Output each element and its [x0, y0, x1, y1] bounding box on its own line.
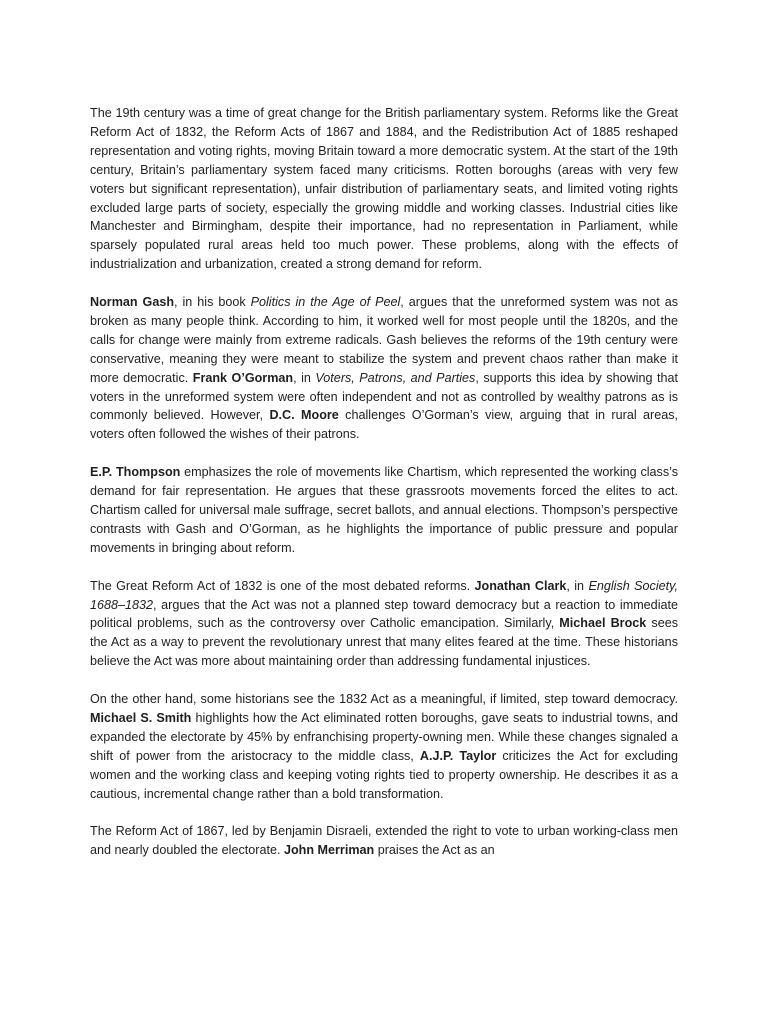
text-run: criticizes the Act for excluding women and the working class and keeping voting rights tied to property ownership. He describes it as a cautious, incremental change rather than a bold transformation.	[90, 748, 678, 801]
text-run: , supports this idea by showing that voters in the unreformed system were often independent and not as controlled by wealthy patrons as is commonly believed. However,	[90, 370, 678, 423]
text-run: The Reform Act of 1867, led by Benjamin Disraeli, extended the right to vote to urban working-class men and nearly doubled the electorate.	[90, 824, 678, 858]
text-run: challenges O’Gorman’s view, arguing that in rural areas, voters often followed the wishes of their patrons.	[90, 408, 679, 442]
paragraph-1832-step	[90, 690, 678, 803]
text-run: The 19th century was a time of great change for the British parliamentary system. Reforms like the Great Reform Act of 1832, the Reform Acts of 1867 and 1884, and the Redistribution Act of 1885 reshaped representation and voting rights, moving Britain toward a more democratic system. At the start of the 19th century, Britain’s parliamentary system faced many criticisms. Rotten boroughs (areas with very few voters but significant representation), unfair distribution of parliamentary seats, and limited voting rights excluded large parts of society, especially the growing middle and working classes. Industrial cities like Manchester and Birmingham, despite their importance, had no representation in Parliament, while sparsely populated rural areas held too much power. These problems, along with the effects of industrialization and urbanization, created a strong demand for reform.	[90, 106, 678, 272]
paragraph-gash-ogorman	[90, 293, 678, 444]
author-name: Norman Gash	[90, 295, 175, 310]
author-name: Michael S. Smith	[90, 710, 192, 725]
book-title: Voters, Patrons, and Parties	[315, 370, 476, 385]
document-page	[90, 104, 678, 879]
text-run: , in his book	[174, 295, 251, 310]
text-run: On the other hand, some historians see the 1832 Act as a meaningful, if limited, step toward democracy.	[90, 692, 678, 707]
author-name: Jonathan Clark	[474, 578, 567, 593]
text-run: praises the Act as an	[374, 843, 495, 858]
text-run: emphasizes the role of movements like Chartism, which represented the working class’s demand for fair representation. He argues that these grassroots movements forced the elites to act. Chartism called for universal male suffrage, secret ballots, and annual elections. Thompson’s perspective contrasts with Gash and O’Gorman, as he highlights the importance of public pressure and popular movements in bringing about reform.	[90, 465, 679, 555]
author-name: John Merriman	[283, 843, 375, 858]
author-name: D.C. Moore	[269, 408, 339, 423]
text-run: The Great Reform Act of 1832 is one of the most debated reforms.	[90, 578, 475, 593]
text-run: highlights how the Act eliminated rotten boroughs, gave seats to industrial towns, and expanded the electorate by 45% by enfranchising property-owning men. While these changes signaled a shift of power from the aristocracy to the middle class,	[90, 710, 679, 763]
paragraph-1832-debate	[90, 577, 678, 672]
paragraph-intro	[90, 104, 678, 274]
text-run: , in	[293, 370, 316, 385]
paragraph-thompson	[90, 463, 678, 558]
author-name: A.J.P. Taylor	[419, 748, 497, 763]
text-run: , in	[566, 578, 589, 593]
author-name: Frank O’Gorman	[192, 370, 294, 385]
book-title: English Society, 1688–1832	[90, 578, 678, 612]
author-name: Michael Brock	[559, 616, 647, 631]
author-name: E.P. Thompson	[90, 465, 181, 480]
text-run: , argues that the Act was not a planned step toward democracy but a reaction to immediate political problems, such as the controversy over Catholic emancipation. Similarly,	[90, 597, 678, 631]
paragraph-1867-act	[90, 822, 678, 860]
text-run: , argues that the unreformed system was not as broken as many people think. According to him, it worked well for most people until the 1820s, and the calls for change were mainly from extreme radicals. Gash believes the reforms of the 19th century were conservative, meaning they were meant to stabilize the system and prevent chaos rather than make it more democratic.	[90, 295, 678, 385]
book-title: Politics in the Age of Peel	[250, 295, 401, 310]
text-run: sees the Act as a way to prevent the revolutionary unrest that many elites feared at the time. These historians believe the Act was more about maintaining order than addressing fundamental injustices.	[90, 616, 678, 669]
